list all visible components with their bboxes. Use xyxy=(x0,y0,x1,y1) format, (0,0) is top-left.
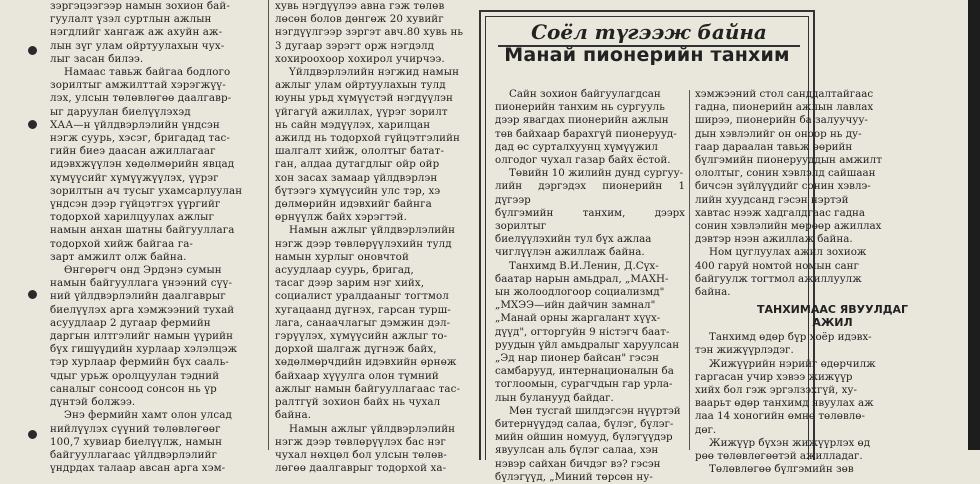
paragraph: хэмжээний стол санддалтайгаас гадна, пионерийн ажлын лавлах ширээ, пионерийн ба залуучуу- дын хэвлэлийг он оноор нь ду- гаар дараалан тавьж өөрийн бүлгэмийн пионерууддын амжилт ололтыг, сонин хэвлэлд сайшаан бичсэн зүйлүүдийг сонин хэвлэ- лийн хуудсанд гэсэн нэртэй хавтас нээж хадгалдгаас гадна сонин хэвлэлийн мөрөөр ажиллах дэвтэр нээн ажиллаж байна. xyxy=(695,88,882,246)
binding-hole-icon xyxy=(28,290,37,299)
binding-hole-icon xyxy=(28,46,37,55)
article-column-middle xyxy=(275,0,467,475)
paragraph: Үйлдвэрлэлийн нэгжид намын ажлыг улам ойртуулахын тулд юуны урьд хүмүүстэй нэгдүүлэн үйгагүй ажиллах, үүрэг зорилт нь сайн мэдүүлэх, харилцан ажилд нь тодорхой гүйцэтгэлийн шалгалт хийж, ололтыг батат- ган, алдаа дутагдлыг ойр ойр хон засах замаар үйлдвэрлэн бүтээгэ хүмүүсийн улс тэр, хэ дөлмөрийн идэвхийг байнга өрнүүлж байх хэрэгтэй. xyxy=(275,66,460,224)
binding-hole-icon xyxy=(28,120,37,129)
paragraph: зэргэцээгээр намын зохион бай- гуулалт үзэл суртлын ажлын нэгдлийг хангаж аж ахуйн аж- лын зүг улам ойртуулахын чух- лыг засан билээ. xyxy=(50,0,230,65)
paragraph: Төвийн 10 жилийн дунд сургуу- лийн дэргэдэх пионерийн 1 дүгээр бүлгэмийн танхим, дээрх зорилтыг биелүүлэхийн тул бүх ажлаа чиглүүлэн ажиллаж байна. xyxy=(495,167,685,259)
paragraph: Сайн зохион байгуулагдсан пионерийн танхим нь сургууль дээр явагдах пионерийн ажлын төв байхаар барахгүй пионерууд- дад өс сурталхуунц хүмүүжил олгодог чухал газар байх ёстой. xyxy=(495,88,677,167)
paragraph: Танхимд В.И.Ленин, Д.Сүх- баатар нарын амьдрал, „МАХН- ын жолоодлогоор социализмд" „МХЭЭ—ийн дайчин замнал" „Манай орны жаргалант хүүх- дүүд", огторгуйн 9 ністэгч баат- руудын үйл амьдралыг харуулсан „Эд нар пионер байсан" гэсэн самбарууд, интернационалын ба тоглоомын, сурагчдын гар урла- лын буланууд байдаг. xyxy=(495,259,680,404)
column-divider xyxy=(689,90,690,450)
paragraph: хувь нэгдүүлээ авна гэж төлөв лөсөн болов дөнгөж 20 хувийг нэгдүүлгээр зэргэт авч.80 хувь нь 3 дугаар зэрэгт орж нэгдэлд хохироохоор хохирол учирчээ. xyxy=(275,0,464,65)
paragraph: Намын ажлыг үйлдвэрлэлийн нэгж дээр төвлөрүүлэхийн тулд намын хурлыг оновчтой асуудлаар суурь, бригад, тасаг дээр зарим нэг хийх, социалист уралдааныг тогтмол хугацаанд дүгнэх, гарсан турш- лага, санаачлагыг дэмжин дэл- гэрүүлэх, хүмүүсийн ажлыг то- дорхой шалгаж дүгнэж байх, хөдөлмөрчдийн идэвхийн өрнөж байхаар хүүулга олон түмний ажлыг намын байгууллагаас тас- ралтгүй зохион байх нь чухал байна. xyxy=(275,224,461,422)
column-divider xyxy=(268,0,269,450)
paragraph: Намын ажлыг үйлдвэрлэлийн нэгж дээр төвлөрүүлэх бас нэг чухал нөхцөл бол улсын төлөв- лөгөө даалгаврыг тодорхой ха- xyxy=(275,422,456,475)
paragraph: Энэ фермийн хамт олон улсад нийлүүлэх сүүний төлөвлөгөөг 100,7 хувиар биелүүлж, намын байгууллагаас үйлдвэрлэлийг үндрдах талаар авсан арга хэм- xyxy=(50,409,232,475)
feature-column-2 xyxy=(695,88,970,476)
feature-column-1 xyxy=(495,88,685,483)
paragraph: Жижүүрийн нэрийг өдөрчилж гаргасан учир хэвээ жижүүр хийх бол гэж эргэлзэхгүй, ху- ваарьт өдөр танхимд явуулах аж лаа 14 хоногийн өмнө төлөвлө- дөг. xyxy=(695,357,876,436)
section-subheading: ТАНХИМААС ЯВУУЛДАГ АЖИЛ xyxy=(756,303,909,330)
binding-hole-icon xyxy=(28,430,37,439)
paragraph: Өнгөрөгч онд Эрдэнэ сумын намын байгууллага үнээний сүү- ний үйлдвэрлэлийн даалгаврыг биелүүлэх арга хэмжээний тухай асуудлаар 2 дугаар фермийн даргын илтгэлийг намын үүрийн бүх гишүүдийн хурлаар хэлэлцэж тэр хурлаар фермийн бүх сааль- чдыг урьж оролцуулан тэдний саналыг сонсоод сонсон нь үр дүнтэй болжээ. xyxy=(50,264,238,409)
paragraph: Төлөвлөгөө бүлгэмийн зөв xyxy=(709,463,854,476)
paragraph: Ном цуглуулах ажил зохиож 400 гаруй номтой номын санг байгуулж тогтмол ажиллуулж байна. xyxy=(695,246,867,299)
article-column-left xyxy=(50,0,263,475)
article-headline: Манай пионерийн танхим xyxy=(504,44,790,66)
rubric-title: Соёл түгээж байна xyxy=(498,19,800,47)
paragraph: Танхимд өдөр бүр хоёр идэвх- тэн жижүүрлэдэг. xyxy=(695,331,872,357)
paragraph: Мөн тусгай шилдэгсэн нүүртэй битернүүдэд салаа, бүлэг, бүлэг- мийн ойшин номууд, бүлэгүүдэр явуулсан аль бүлэг салаа, хэн нэвэр сайхан бичдэг вэ? гэсэн бүлэгүүд, „Миний төрсөн ну- xyxy=(495,404,681,483)
page-edge-shadow xyxy=(968,0,980,450)
paragraph: Намаас тавьж байгаа бодлого зорилтыг амжилттай хэрэгжүү- лэх, улсын төлөвлөгөө даалгавр- ыг даруулан биелүүлэхэд ХАА—н үйлдвэрлэлийн үндсэн нэгж суурь, хэсэг, бригадад тас- гийн биеэ даасан ажиллагааг идэвхжүүлэн хөдөлмөрийн явцад хүмүүсийг хүмүүжүүлэх, үүрэг зорилтын ач тусыг ухамсарлуулан үндсэн дээр гүйцэтгэх үүргийг тодорхой харилцуулах ажлыг намын анхан шатны байгууллага тодорхой хийж байгаа га- зарт амжилт олж байна. xyxy=(50,66,243,263)
paragraph: Жижүүр бүхэн жижүүрлэх өд рөө төлөвлөгөөтэй ажилладаг. xyxy=(695,436,871,463)
